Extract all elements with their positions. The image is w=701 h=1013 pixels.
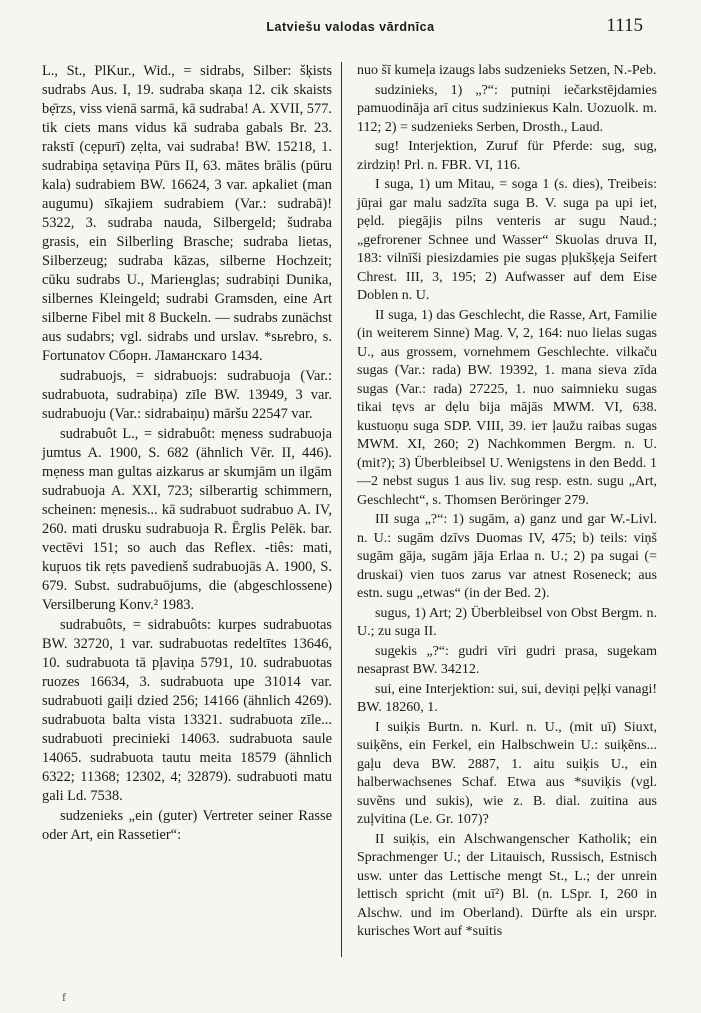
entry-continuation-sudrabs: L., St., PlKur., Wid., = sidrabs, Silber: šķists sudrabs Aus. I, 19. sudraba skaņa 12. cik skaists bẹ̄rzs, viss vienā sarmā, kā sudraba! A. XVII, 577. tik ciets mans vidus kā sudraba gabals Br. 23. rakstī (cẹpurī) zẹlta, vai sudraba! BW. 15218, 1. sudrabiņa sẹtaviņa Pūrs II, 63. mātes brālis (pūru kala) sudrabiem BW. 16624, 3 var. apkaliet (man augumu) sīkajiem sudrabiem (Var.: sudrabā)! 5322, 3. sudraba nauda, Silbergeld; šudraba grasis, ein Silberling Brasche; sudraba lietas, Silberzeug; sudraba kāzas, silberne Hochzeit; cūku sudrabs U., Mariенglas; sudrabiņi Dunika, silbernes Kleingeld; sudrabi Gramsden, eine Art silberne Fibel mit 8 Buckeln. — sudrabs zunächst aus sudabrs; vgl. sidrabs und urslav. *sьrebro, s. Fortunatov Сборн. Ламанскаго 1434. [42,63,332,364]
entry-sugus: sugus, 1) Art; 2) Überbleibsel von Obst Bergm. n. U.; zu suga II. [357,605,657,639]
entry-sug: sug! Interjektion, Zuruf für Pferde: sug, sug, zirdziņ! Prl. n. FBR. VI, 116. [357,139,657,173]
entry-sudrabuot: sudrabuôt L., = sidrabuôt: mẹness sudrabuoja jumtus A. 1900, S. 682 (ähnlich Vēr. II, 446). mẹness man gultas aizkarus ar skumjām un ilgām sudrabuoja A. XXI, 723; silberartig schimmern, scheinen: mẹnesis... kā sudrabuot sudrabuo A. IV, 260. mati drusku sudrabuoja R. Ērglis Pelēk. bar. vectēvi 151; so auch das Reflex. -tiês: mati, kuŗuos tik rẹts pavedienš sudrabuojās A. 1900, S. 679. Subst. sudrabuōjums, die (abgeschlossene) Versilberung Konv.² 1983. [42,426,332,613]
left-column [42,62,332,846]
entry-continuation-sudzenieks: nuo šī kumeļa izaugs labs sudzenieks Setzen, N.-Peb. [357,63,657,78]
entry-sugekis: sug̨ekis „?“: gudri vīri gudri prasa, sug̨ekam nesaprast BW. 34212. [357,643,657,677]
page-number: 1115 [606,15,643,36]
footer-mark: f [62,990,66,1004]
entry-sudzenieks: sudzenieks „ein (guter) Vertreter seiner Rasse oder Art, ein Rassetier“: [42,808,332,843]
entry-suikis-1: I suiķis Burtn. n. Kurl. n. U., (mit uī) Siuxt, suiķẽns, ein Ferkel, ein Halbschwein U.: suiķẽns... gaļu deva BW. 2887, 1. aitu suiķis U., ein halberwachsenes Schaf. Etwa aus *suviķis (vgl. suvẽns und sukis), wie z. B. dial. zuitina aus zuļvitina (Le. Gr. 107)? [357,719,657,827]
entry-suga-3: III suga „?“: 1) sugām, a) ganz und gar W.-Livl. n. U.: sugām dzīvs Duomas IV, 475; b) teils: viņš sugām gāja, sugām jāja Erlaa n. U.; 2) pa sugai (= druskai) vien tuos zarus var atnest Roseneck; aus estn. sugu „etwas“ (in der Bed. 2). [357,512,657,601]
entry-sudrabuojs: sudrabuojs, = sidrabuojs: sudrabuoja (Var.: sudrabuota, sudrabiņa) zīle BW. 13949, 3 var. sudrabuoju (Var.: sidrabaiņu) māršu 22547 var. [42,368,332,422]
entry-suga-1: I suga, 1) um Mitau, = soga 1 (s. dies), Treibeis: jūŗai gar malu sadzīta suga B. V. suga pa upi iet, pẹld. piegājis pilns venteris ar sugu Naud.; „gefrorener Schnee und Wasser“ Skuolas druva II, 183: vilnīši piesizdamies pie sugas pļukšķẹja Seifert Chrest. III, 3, 195; 2) Aufwasser auf dem Eise Doblen n. U. [357,177,657,303]
entry-sudrabuots: sudrabuôts, = sidrabuôts: kurpes sudrabuotas BW. 32720, 1 var. sudrabuotas redeltītes 13646, 10. sudrabuota tā pļaviņa 5791, 10. sudrabuotas ruozes 16634, 3. sudrabuota upe 31014 var. sudrabuoti gaiļi dzied 256; 14166 (ähnlich 4269). sudrabuota balta vista 13321. sudrabuota zīle... sudrabuoti precinieki 14063. sudrabuota saule 14065. sudrabuota tautu meita 18579 (ähnlich 6322; 11368; 12302, 4; 32879). sudrabuoti matu gali Ld. 7538. [42,617,332,804]
entry-suga-2: II suga, 1) das Geschlecht, die Rasse, Art, Familie (in weiterem Sinne) Mag. V, 2, 164: nuo lielas sugas U., aus grossem, vornehmem Geschlechte. vilkaču sugas (Var.: rada) BW. 19392, 1. mana sieva zīda sugas (Var.: rada) 27225, 1. nuo saimnieku sugas tikai tẹvs ar dẹlu bija mājās MWM. VI, 638. kustuoņu suga SDP. VIII, 39. ieт ļaužu raibas sugas MWM. XI, 260; 2) Nachkommen Bergm. n. U. (mit?); 3) Überbleibsel U. Wenigstens in den Bedd. 1—2 nebst sugus 1 aus liv. sug resp. estn. sugu „Art, Geschlecht“, s. Thomsen Beröringer 279. [357,307,657,508]
running-header-title: Latviešu valodas vārdnīca [266,20,435,34]
entry-sudzinieks: sudzinieks, 1) „?“: putniņi iečarkstējdamies pamuodināja arī citus sudzinieкus Kaln. Uozuolk. m. 112; 2) = sudzenieks Serben, Drosth., Laud. [357,82,657,135]
column-divider [341,62,342,957]
entry-suikis-2: II suiķis, ein Alschwangenscher Katholik; ein Sprachmenger U.; der Litauisch, Russisch, Estnisch usw. unter das Lettische mengt St., L.; der unrein lettisch spricht (mit uī²) Bl. (n. LSpr. I, 260 in Alschw. und im Oberland). Dürfte als ein urspr. kurisches Wort auf *suitis [357,831,657,939]
right-column [357,62,657,943]
entry-sui: sui, eine Interjektion: sui, sui, deviņi pẹļķi vanagi! BW. 18260, 1. [357,681,657,715]
